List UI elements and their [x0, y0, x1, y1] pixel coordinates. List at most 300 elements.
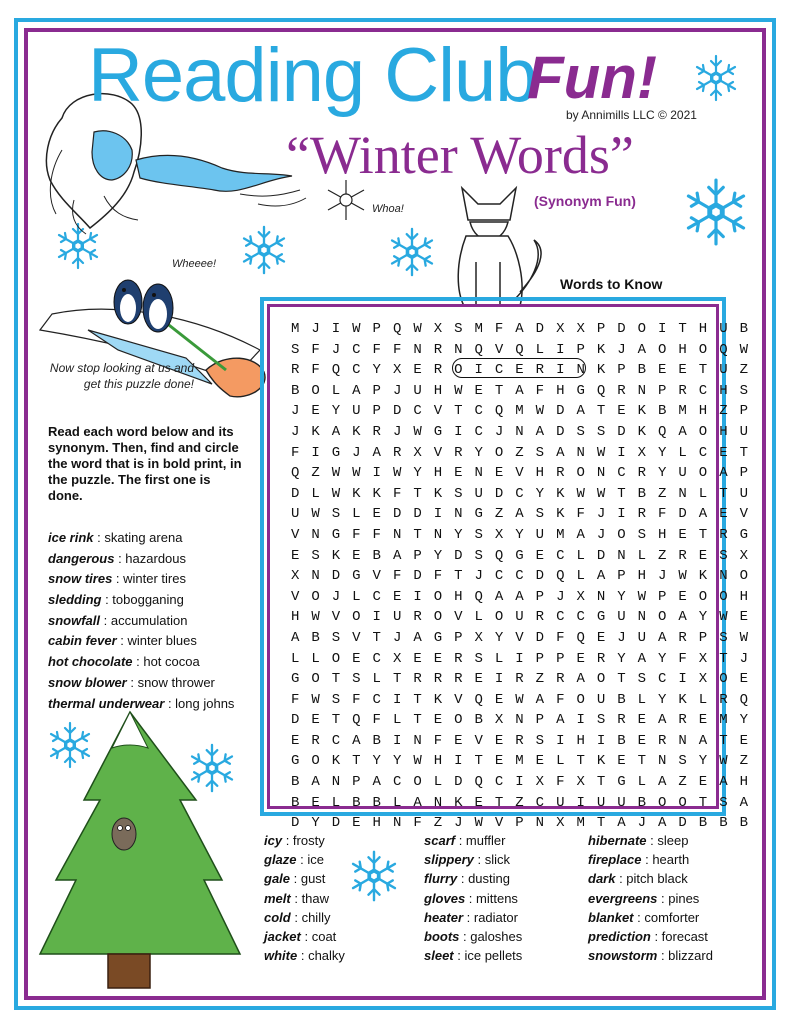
- grid-letter[interactable]: X: [556, 815, 565, 832]
- grid-letter[interactable]: I: [556, 732, 565, 749]
- grid-letter[interactable]: J: [392, 423, 402, 440]
- grid-letter[interactable]: E: [739, 732, 748, 749]
- grid-letter[interactable]: X: [433, 321, 443, 337]
- grid-letter[interactable]: P: [576, 341, 585, 358]
- grid-letter[interactable]: L: [698, 485, 708, 502]
- grid-letter[interactable]: J: [454, 815, 463, 832]
- grid-letter[interactable]: R: [678, 629, 687, 646]
- grid-letter[interactable]: I: [556, 362, 565, 379]
- grid-letter[interactable]: G: [515, 547, 524, 564]
- grid-letter[interactable]: K: [596, 341, 606, 358]
- grid-letter[interactable]: C: [372, 691, 381, 708]
- grid-letter[interactable]: N: [413, 341, 422, 358]
- grid-letter[interactable]: P: [372, 321, 381, 337]
- grid-letter[interactable]: B: [372, 547, 381, 564]
- grid-letter[interactable]: L: [474, 609, 483, 626]
- grid-letter[interactable]: E: [433, 712, 443, 729]
- grid-letter[interactable]: F: [352, 526, 361, 543]
- grid-letter[interactable]: Y: [535, 485, 545, 502]
- grid-letter[interactable]: E: [311, 712, 320, 729]
- grid-letter[interactable]: T: [494, 382, 504, 399]
- grid-letter[interactable]: O: [413, 774, 422, 791]
- grid-letter[interactable]: R: [413, 671, 422, 688]
- grid-letter[interactable]: O: [311, 671, 320, 688]
- grid-letter[interactable]: T: [596, 774, 606, 791]
- grid-letter[interactable]: S: [290, 341, 300, 358]
- grid-letter[interactable]: A: [719, 465, 728, 482]
- grid-letter[interactable]: U: [719, 321, 728, 337]
- grid-letter[interactable]: A: [352, 382, 361, 399]
- grid-letter[interactable]: K: [556, 506, 565, 523]
- grid-letter[interactable]: V: [494, 341, 504, 358]
- grid-letter[interactable]: K: [352, 423, 361, 440]
- grid-letter[interactable]: G: [576, 382, 585, 399]
- grid-letter[interactable]: Q: [474, 341, 483, 358]
- grid-letter[interactable]: I: [596, 732, 606, 749]
- grid-letter[interactable]: L: [637, 691, 647, 708]
- grid-letter[interactable]: S: [454, 321, 463, 337]
- grid-letter[interactable]: W: [352, 465, 361, 482]
- grid-letter[interactable]: E: [352, 650, 361, 667]
- grid-letter[interactable]: K: [596, 362, 606, 379]
- grid-letter[interactable]: M: [719, 712, 728, 729]
- grid-letter[interactable]: Q: [739, 691, 748, 708]
- grid-letter[interactable]: B: [352, 794, 361, 811]
- grid-letter[interactable]: H: [290, 609, 300, 626]
- grid-letter[interactable]: A: [494, 588, 504, 605]
- grid-letter[interactable]: S: [637, 526, 647, 543]
- grid-letter[interactable]: E: [290, 547, 300, 564]
- grid-letter[interactable]: E: [678, 362, 687, 379]
- grid-letter[interactable]: P: [658, 588, 667, 605]
- grid-letter[interactable]: Z: [433, 815, 443, 832]
- grid-letter[interactable]: O: [576, 691, 585, 708]
- grid-letter[interactable]: H: [576, 732, 585, 749]
- grid-letter[interactable]: H: [454, 588, 463, 605]
- grid-letter[interactable]: L: [352, 506, 361, 523]
- grid-letter[interactable]: J: [392, 382, 402, 399]
- grid-letter[interactable]: N: [515, 712, 524, 729]
- grid-letter[interactable]: B: [617, 691, 626, 708]
- grid-letter[interactable]: I: [678, 671, 687, 688]
- grid-letter[interactable]: P: [352, 774, 361, 791]
- grid-letter[interactable]: T: [372, 629, 381, 646]
- grid-letter[interactable]: K: [637, 423, 647, 440]
- grid-letter[interactable]: U: [556, 794, 565, 811]
- grid-letter[interactable]: Q: [596, 382, 606, 399]
- grid-letter[interactable]: D: [413, 506, 422, 523]
- grid-letter[interactable]: E: [494, 465, 504, 482]
- grid-letter[interactable]: E: [311, 403, 320, 420]
- grid-letter[interactable]: Q: [556, 568, 565, 585]
- grid-letter[interactable]: C: [535, 794, 545, 811]
- grid-letter[interactable]: R: [535, 362, 545, 379]
- grid-letter[interactable]: F: [413, 815, 422, 832]
- grid-letter[interactable]: T: [617, 485, 626, 502]
- grid-letter[interactable]: I: [515, 774, 524, 791]
- grid-letter[interactable]: K: [596, 753, 606, 770]
- grid-letter[interactable]: K: [556, 485, 565, 502]
- grid-letter[interactable]: A: [556, 444, 565, 461]
- grid-letter[interactable]: E: [311, 794, 320, 811]
- grid-letter[interactable]: Q: [515, 341, 524, 358]
- grid-letter[interactable]: Q: [474, 691, 483, 708]
- grid-letter[interactable]: S: [331, 629, 341, 646]
- grid-letter[interactable]: S: [331, 691, 341, 708]
- grid-letter[interactable]: V: [331, 609, 341, 626]
- grid-letter[interactable]: W: [474, 815, 483, 832]
- grid-letter[interactable]: W: [352, 321, 361, 337]
- grid-letter[interactable]: D: [535, 321, 545, 337]
- grid-letter[interactable]: G: [331, 526, 341, 543]
- grid-letter[interactable]: X: [698, 650, 708, 667]
- grid-letter[interactable]: G: [474, 506, 483, 523]
- grid-letter[interactable]: C: [372, 588, 381, 605]
- grid-letter[interactable]: U: [637, 629, 647, 646]
- grid-letter[interactable]: I: [494, 671, 504, 688]
- grid-letter[interactable]: E: [290, 732, 300, 749]
- grid-letter[interactable]: R: [678, 547, 687, 564]
- grid-letter[interactable]: U: [596, 794, 606, 811]
- grid-letter[interactable]: U: [535, 526, 545, 543]
- grid-letter[interactable]: Y: [331, 403, 341, 420]
- grid-letter[interactable]: T: [698, 362, 708, 379]
- grid-letter[interactable]: A: [658, 629, 667, 646]
- grid-letter[interactable]: O: [454, 712, 463, 729]
- grid-letter[interactable]: A: [413, 629, 422, 646]
- grid-letter[interactable]: V: [515, 629, 524, 646]
- grid-letter[interactable]: H: [535, 465, 545, 482]
- grid-letter[interactable]: J: [290, 423, 300, 440]
- grid-letter[interactable]: R: [311, 732, 320, 749]
- grid-letter[interactable]: Z: [535, 671, 545, 688]
- grid-letter[interactable]: R: [413, 609, 422, 626]
- grid-letter[interactable]: Q: [494, 403, 504, 420]
- grid-letter[interactable]: W: [413, 423, 422, 440]
- grid-letter[interactable]: F: [433, 568, 443, 585]
- grid-letter[interactable]: E: [719, 506, 728, 523]
- grid-letter[interactable]: M: [515, 403, 524, 420]
- grid-letter[interactable]: V: [433, 403, 443, 420]
- grid-letter[interactable]: R: [433, 341, 443, 358]
- grid-letter[interactable]: X: [474, 629, 483, 646]
- grid-letter[interactable]: D: [454, 547, 463, 564]
- grid-letter[interactable]: D: [678, 506, 687, 523]
- grid-letter[interactable]: N: [392, 815, 402, 832]
- grid-letter[interactable]: C: [698, 382, 708, 399]
- grid-letter[interactable]: F: [392, 341, 402, 358]
- grid-letter[interactable]: I: [454, 753, 463, 770]
- grid-letter[interactable]: A: [372, 774, 381, 791]
- grid-letter[interactable]: L: [331, 794, 341, 811]
- grid-letter[interactable]: W: [311, 609, 320, 626]
- grid-letter[interactable]: W: [739, 629, 748, 646]
- grid-letter[interactable]: F: [556, 774, 565, 791]
- grid-letter[interactable]: H: [719, 382, 728, 399]
- grid-letter[interactable]: R: [617, 382, 626, 399]
- grid-letter[interactable]: D: [331, 815, 341, 832]
- grid-letter[interactable]: O: [454, 362, 463, 379]
- grid-letter[interactable]: D: [617, 321, 626, 337]
- grid-letter[interactable]: H: [556, 382, 565, 399]
- grid-letter[interactable]: S: [474, 526, 483, 543]
- grid-letter[interactable]: B: [290, 382, 300, 399]
- grid-letter[interactable]: O: [698, 588, 708, 605]
- grid-letter[interactable]: H: [372, 815, 381, 832]
- grid-letter[interactable]: H: [433, 382, 443, 399]
- grid-letter[interactable]: B: [290, 774, 300, 791]
- grid-letter[interactable]: E: [617, 403, 626, 420]
- grid-letter[interactable]: R: [678, 712, 687, 729]
- grid-letter[interactable]: J: [331, 588, 341, 605]
- grid-letter[interactable]: Q: [331, 362, 341, 379]
- grid-letter[interactable]: L: [637, 774, 647, 791]
- grid-letter[interactable]: N: [311, 526, 320, 543]
- grid-letter[interactable]: T: [637, 753, 647, 770]
- grid-letter[interactable]: C: [474, 423, 483, 440]
- grid-letter[interactable]: P: [535, 588, 545, 605]
- grid-letter[interactable]: T: [596, 815, 606, 832]
- grid-letter[interactable]: J: [311, 321, 320, 337]
- grid-letter[interactable]: A: [576, 671, 585, 688]
- grid-letter[interactable]: R: [556, 465, 565, 482]
- grid-letter[interactable]: B: [698, 815, 708, 832]
- grid-letter[interactable]: V: [352, 629, 361, 646]
- grid-letter[interactable]: J: [637, 815, 647, 832]
- grid-letter[interactable]: H: [433, 753, 443, 770]
- grid-letter[interactable]: J: [494, 423, 504, 440]
- grid-letter[interactable]: B: [637, 794, 647, 811]
- grid-letter[interactable]: E: [576, 650, 585, 667]
- grid-letter[interactable]: R: [617, 712, 626, 729]
- grid-letter[interactable]: K: [331, 753, 341, 770]
- grid-letter[interactable]: X: [739, 547, 748, 564]
- grid-letter[interactable]: N: [678, 732, 687, 749]
- grid-letter[interactable]: T: [698, 526, 708, 543]
- grid-letter[interactable]: Q: [474, 774, 483, 791]
- grid-letter[interactable]: L: [290, 650, 300, 667]
- grid-letter[interactable]: D: [392, 506, 402, 523]
- grid-letter[interactable]: W: [515, 691, 524, 708]
- grid-letter[interactable]: R: [515, 732, 524, 749]
- grid-letter[interactable]: K: [454, 794, 463, 811]
- grid-letter[interactable]: Y: [658, 444, 667, 461]
- grid-letter[interactable]: T: [474, 753, 483, 770]
- grid-letter[interactable]: B: [372, 794, 381, 811]
- grid-letter[interactable]: O: [658, 341, 667, 358]
- grid-letter[interactable]: C: [352, 341, 361, 358]
- grid-letter[interactable]: O: [698, 465, 708, 482]
- grid-letter[interactable]: U: [596, 691, 606, 708]
- grid-letter[interactable]: T: [719, 732, 728, 749]
- grid-letter[interactable]: H: [678, 341, 687, 358]
- grid-letter[interactable]: V: [290, 588, 300, 605]
- grid-letter[interactable]: V: [433, 444, 443, 461]
- grid-letter[interactable]: L: [576, 547, 585, 564]
- grid-letter[interactable]: G: [290, 671, 300, 688]
- grid-letter[interactable]: Q: [352, 712, 361, 729]
- grid-letter[interactable]: F: [658, 506, 667, 523]
- grid-letter[interactable]: K: [678, 691, 687, 708]
- grid-letter[interactable]: I: [515, 650, 524, 667]
- grid-letter[interactable]: V: [454, 609, 463, 626]
- grid-letter[interactable]: Y: [617, 588, 626, 605]
- grid-letter[interactable]: M: [474, 321, 483, 337]
- grid-letter[interactable]: Z: [678, 774, 687, 791]
- grid-letter[interactable]: A: [331, 423, 341, 440]
- grid-letter[interactable]: Y: [494, 629, 504, 646]
- grid-letter[interactable]: V: [372, 568, 381, 585]
- grid-letter[interactable]: O: [311, 753, 320, 770]
- grid-letter[interactable]: Y: [658, 691, 667, 708]
- grid-letter[interactable]: A: [535, 691, 545, 708]
- grid-letter[interactable]: R: [454, 671, 463, 688]
- grid-letter[interactable]: C: [331, 732, 341, 749]
- grid-letter[interactable]: A: [637, 341, 647, 358]
- grid-letter[interactable]: C: [515, 485, 524, 502]
- grid-letter[interactable]: W: [576, 485, 585, 502]
- grid-letter[interactable]: U: [617, 609, 626, 626]
- grid-letter[interactable]: W: [413, 321, 422, 337]
- grid-letter[interactable]: Z: [719, 403, 728, 420]
- grid-letter[interactable]: M: [576, 815, 585, 832]
- grid-letter[interactable]: O: [352, 609, 361, 626]
- grid-letter[interactable]: T: [576, 753, 585, 770]
- grid-letter[interactable]: R: [535, 609, 545, 626]
- grid-letter[interactable]: U: [678, 465, 687, 482]
- grid-letter[interactable]: S: [535, 732, 545, 749]
- grid-letter[interactable]: Q: [658, 423, 667, 440]
- grid-letter[interactable]: D: [290, 815, 300, 832]
- grid-letter[interactable]: C: [617, 465, 626, 482]
- grid-letter[interactable]: V: [474, 732, 483, 749]
- grid-letter[interactable]: G: [331, 444, 341, 461]
- grid-letter[interactable]: I: [454, 423, 463, 440]
- grid-letter[interactable]: X: [556, 321, 565, 337]
- grid-letter[interactable]: R: [392, 444, 402, 461]
- grid-letter[interactable]: G: [617, 774, 626, 791]
- grid-letter[interactable]: Z: [494, 506, 504, 523]
- grid-letter[interactable]: E: [739, 609, 748, 626]
- grid-letter[interactable]: C: [392, 774, 402, 791]
- grid-letter[interactable]: D: [494, 485, 504, 502]
- grid-letter[interactable]: B: [658, 403, 667, 420]
- grid-letter[interactable]: A: [535, 423, 545, 440]
- grid-letter[interactable]: T: [413, 485, 422, 502]
- grid-letter[interactable]: P: [596, 321, 606, 337]
- grid-letter[interactable]: P: [617, 568, 626, 585]
- grid-letter[interactable]: X: [413, 444, 422, 461]
- grid-letter[interactable]: W: [392, 465, 402, 482]
- grid-letter[interactable]: N: [331, 774, 341, 791]
- grid-letter[interactable]: E: [678, 588, 687, 605]
- grid-letter[interactable]: C: [515, 568, 524, 585]
- grid-letter[interactable]: L: [392, 712, 402, 729]
- grid-letter[interactable]: L: [678, 444, 687, 461]
- grid-letter[interactable]: O: [433, 588, 443, 605]
- grid-letter[interactable]: A: [352, 732, 361, 749]
- grid-letter[interactable]: J: [474, 568, 483, 585]
- grid-letter[interactable]: N: [433, 526, 443, 543]
- grid-letter[interactable]: E: [392, 588, 402, 605]
- grid-letter[interactable]: G: [433, 423, 443, 440]
- grid-letter[interactable]: F: [372, 712, 381, 729]
- grid-letter[interactable]: X: [535, 774, 545, 791]
- grid-letter[interactable]: E: [352, 547, 361, 564]
- grid-letter[interactable]: Z: [515, 444, 524, 461]
- grid-letter[interactable]: Q: [290, 465, 300, 482]
- grid-letter[interactable]: S: [352, 671, 361, 688]
- grid-letter[interactable]: M: [290, 321, 300, 337]
- grid-letter[interactable]: Q: [494, 547, 504, 564]
- grid-letter[interactable]: R: [454, 650, 463, 667]
- grid-letter[interactable]: W: [596, 444, 606, 461]
- grid-letter[interactable]: M: [515, 753, 524, 770]
- grid-letter[interactable]: R: [515, 671, 524, 688]
- grid-letter[interactable]: E: [474, 382, 483, 399]
- grid-letter[interactable]: B: [474, 712, 483, 729]
- grid-letter[interactable]: X: [392, 650, 402, 667]
- grid-letter[interactable]: L: [372, 671, 381, 688]
- grid-letter[interactable]: D: [556, 423, 565, 440]
- grid-letter[interactable]: O: [596, 671, 606, 688]
- grid-letter[interactable]: Y: [515, 526, 524, 543]
- grid-letter[interactable]: X: [392, 362, 402, 379]
- grid-letter[interactable]: Z: [739, 362, 748, 379]
- grid-letter[interactable]: R: [719, 691, 728, 708]
- grid-letter[interactable]: R: [372, 423, 381, 440]
- grid-letter[interactable]: L: [576, 568, 585, 585]
- grid-letter[interactable]: J: [352, 444, 361, 461]
- grid-letter[interactable]: C: [556, 547, 565, 564]
- grid-letter[interactable]: D: [392, 403, 402, 420]
- grid-letter[interactable]: S: [535, 506, 545, 523]
- grid-letter[interactable]: Y: [658, 650, 667, 667]
- grid-letter[interactable]: I: [617, 506, 626, 523]
- grid-letter[interactable]: I: [576, 712, 585, 729]
- grid-letter[interactable]: D: [290, 485, 300, 502]
- grid-letter[interactable]: H: [698, 403, 708, 420]
- grid-letter[interactable]: Y: [617, 650, 626, 667]
- grid-letter[interactable]: I: [474, 362, 483, 379]
- grid-letter[interactable]: A: [515, 382, 524, 399]
- grid-letter[interactable]: D: [556, 403, 565, 420]
- grid-letter[interactable]: C: [576, 609, 585, 626]
- grid-letter[interactable]: P: [535, 650, 545, 667]
- grid-letter[interactable]: F: [290, 444, 300, 461]
- grid-letter[interactable]: V: [290, 526, 300, 543]
- grid-letter[interactable]: I: [433, 506, 443, 523]
- grid-letter[interactable]: S: [474, 547, 483, 564]
- grid-letter[interactable]: J: [556, 588, 565, 605]
- grid-letter[interactable]: T: [698, 794, 708, 811]
- grid-letter[interactable]: H: [433, 465, 443, 482]
- grid-letter[interactable]: Y: [739, 712, 748, 729]
- grid-letter[interactable]: Q: [576, 629, 585, 646]
- grid-letter[interactable]: O: [311, 382, 320, 399]
- grid-letter[interactable]: W: [596, 485, 606, 502]
- grid-letter[interactable]: E: [637, 712, 647, 729]
- grid-letter[interactable]: E: [535, 547, 545, 564]
- grid-letter[interactable]: C: [352, 362, 361, 379]
- grid-letter[interactable]: O: [433, 609, 443, 626]
- grid-letter[interactable]: Z: [515, 794, 524, 811]
- grid-letter[interactable]: O: [658, 609, 667, 626]
- grid-letter[interactable]: A: [413, 794, 422, 811]
- grid-letter[interactable]: Y: [311, 815, 320, 832]
- grid-letter[interactable]: C: [372, 650, 381, 667]
- grid-letter[interactable]: Z: [658, 547, 667, 564]
